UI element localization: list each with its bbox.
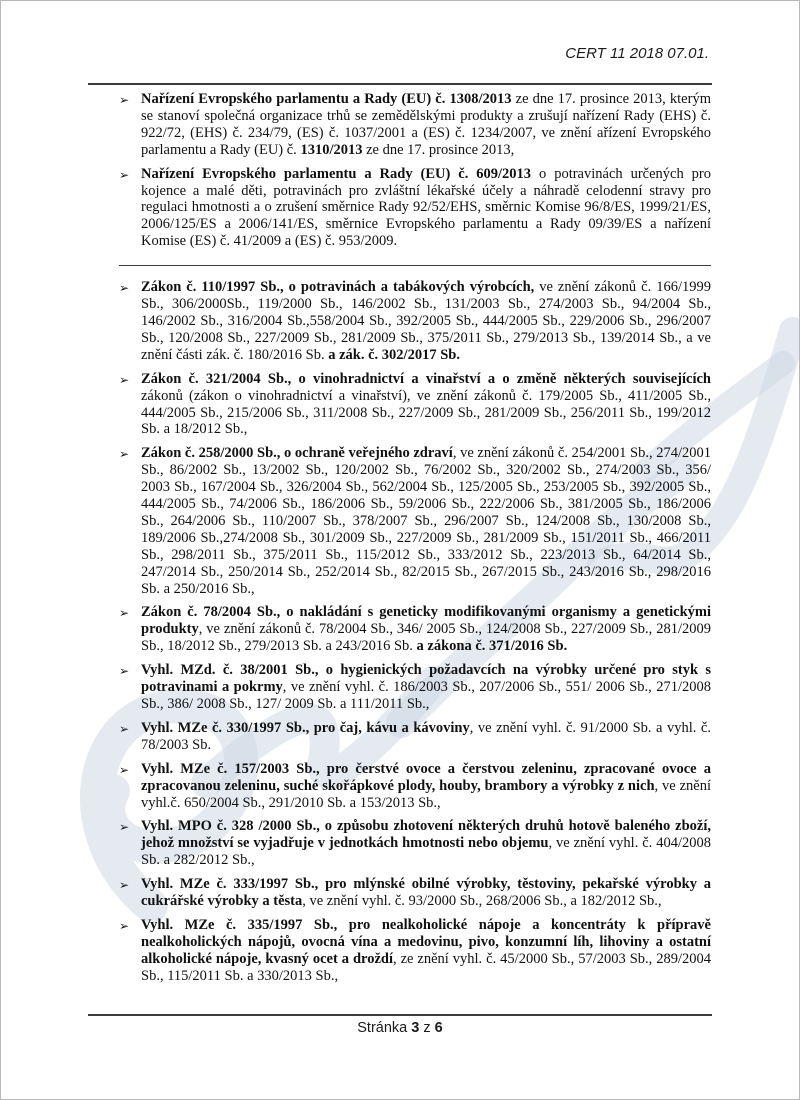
item-text: Zákon č. 258/2000 Sb., o ochraně veřejného zdraví, ve znění zákonů č. 254/2001 Sb., 274/2001 Sb., 86/2002 Sb., 13/2002 Sb., 120/2002 Sb., 76/2002 Sb., 320/2002 Sb., 274/2003 Sb., 356/ 2003 Sb., 167/2004 Sb., 326/2004 Sb., 562/2004 Sb., 125/2005 Sb., 253/2005 Sb., 392/2005 Sb., 444/2005 Sb., 74/2006 Sb., 186/2006 Sb., 59/2006 Sb., 222/2006 Sb., 381/2005 Sb., 186/2006 Sb., 264/2006 Sb., 110/2007 Sb., 378/2007 Sb., 296/2007 Sb., 124/2008 Sb., 130/2008 Sb., 189/2006 Sb.,274/2008 Sb., 301/2009 Sb., 227/2009 Sb., 281/2009 Sb., 151/2011 Sb., 466/2011 Sb., 298/2011 Sb., 375/2011 Sb., 115/2012 Sb., 333/2012 Sb., 223/2013 Sb., 64/2014 Sb., 247/2014 Sb., 250/2014 Sb., 252/2014 Sb., 82/2015 Sb., 267/2015 Sb., 243/2016 Sb., 298/2016 Sb. a 250/2016 Sb.,	[141, 445, 712, 597]
list-item	[119, 445, 711, 597]
item-text: Vyhl. MZe č. 335/1997 Sb., pro nealkoholické nápoje a koncentráty k přípravě nealkoholických nápojů, ovocná vína a medovinu, pivo, konzumní líh, lihoviny a ostatní alkoholické nápoje, kvasný ocet a droždí, ze znění vyhl. č. 45/2000 Sb., 57/2003 Sb., 289/2004 Sb., 115/2011 Sb. a 330/2013 Sb.,	[141, 916, 711, 984]
item-text: Nařízení Evropského parlamentu a Rady (EU) č. 609/2013 o potravinách určených pro kojence a malé děti, potravinách pro zvláštní lékařské účely a náhradě celodenní stravy pro regulaci hmotnosti a o zrušení směrnice Rady 92/52/EHS, směrnic Komise 96/8/ES, 1999/21/ES, 2006/125/ES a 2006/141/ES, směrnice Evropského parlamentu a Rady 09/39/ES a nařízení Komise (ES) č. 41/2009 a (ES) č. 953/2009.	[141, 165, 711, 250]
list-item	[119, 91, 711, 159]
footer-page-separator: z	[423, 1020, 431, 1036]
item-text: Vyhl. MZe č. 330/1997 Sb., pro čaj, kávu a kávoviny, ve znění vyhl. č. 91/2000 Sb. a vyhl. č. 78/2003 Sb.	[141, 719, 711, 753]
item-text: Vyhl. MPO č. 328 /2000 Sb., o způsobu zhotovení některých druhů hotově baleného zboží, jehož množství se vyjadřuje v jednotkách hmotnosti nebo objemu, ve znění vyhl. č. 404/2008 Sb. a 282/2012 Sb.,	[141, 818, 711, 869]
page-footer	[1, 1020, 799, 1036]
footer-total-pages: 6	[434, 1020, 443, 1036]
list-item	[119, 761, 711, 812]
arrow-bullet-icon: ➢	[119, 664, 130, 679]
list-item	[119, 371, 711, 439]
header-rule	[88, 83, 712, 85]
item-text: Vyhl. MZd. č. 38/2001 Sb., o hygienických požadavcích na výrobky určené pro styk s potravinami a pokrmy, ve znění vyhl. č. 186/2003 Sb., 207/2006 Sb., 551/ 2006 Sb., 271/2008 Sb., 386/ 2008 Sb., 127/ 2009 Sb. a 111/2011 Sb.,	[141, 662, 712, 712]
section-divider-rule	[119, 265, 711, 266]
list-item	[119, 604, 711, 655]
arrow-bullet-icon: ➢	[119, 918, 130, 933]
arrow-bullet-icon: ➢	[119, 721, 130, 736]
list-item	[119, 662, 711, 713]
footer-rule	[88, 1014, 712, 1016]
arrow-bullet-icon: ➢	[119, 820, 130, 835]
document-body	[119, 91, 711, 992]
list-item	[119, 166, 711, 251]
arrow-bullet-icon: ➢	[119, 167, 130, 182]
document-code: CERT 11 2018 07.01.	[565, 45, 709, 62]
arrow-bullet-icon: ➢	[119, 762, 130, 777]
list-item	[119, 279, 711, 364]
item-text: Vyhl. MZe č. 333/1997 Sb., pro mlýnské obilné výrobky, těstoviny, pekařské výrobky a cukrářské výrobky a těsta, ve znění vyhl. č. 93/2000 Sb., 268/2006 Sb., a 182/2012 Sb.,	[141, 876, 711, 910]
footer-page-label: Stránka	[357, 1020, 408, 1036]
item-text: Nařízení Evropského parlamentu a Rady (EU) č. 1308/2013 ze dne 17. prosince 2013, kterým se stanoví společná organizace trhů se zemědělskými produkty a zrušují nařízení Rady (EHS) č. 922/72, (EHS) č. 234/79, (ES) č. 1037/2001 a (ES) č. 1234/2007, ve znění ařízení Evropského parlamentu a Rady (EU) č. 1310/2013 ze dne 17. prosince 2013,	[141, 91, 711, 158]
arrow-bullet-icon: ➢	[119, 878, 130, 893]
arrow-bullet-icon: ➢	[119, 93, 130, 107]
arrow-bullet-icon: ➢	[119, 281, 130, 296]
regulations-list-eu	[119, 91, 711, 250]
list-item	[119, 876, 711, 910]
item-text: Zákon č. 321/2004 Sb., o vinohradnictví a vinařství a o změně některých souvisejících zákonů (zákon o vinohradnictví a vinařství), ve znění zákonů č. 179/2005 Sb., 411/2005 Sb., 444/2005 Sb., 215/2006 Sb., 311/2008 Sb., 227/2009 Sb., 281/2009 Sb., 256/2011 Sb., 199/2012 Sb. a 18/2012 Sb.,	[141, 370, 711, 438]
arrow-bullet-icon: ➢	[119, 447, 130, 462]
list-item	[119, 720, 711, 754]
item-text: Zákon č. 110/1997 Sb., o potravinách a tabákových výrobcích, ve znění zákonů č. 166/1999 Sb., 306/2000Sb., 119/2000 Sb., 146/2002 Sb., 131/2003 Sb., 274/2003 Sb., 94/2004 Sb., 146/2002 Sb., 316/2004 Sb.,558/2004 Sb., 392/2005 Sb., 444/2005 Sb., 229/2006 Sb., 296/2007 Sb., 120/2008 Sb., 227/2009 Sb., 281/2009 Sb., 375/2011 Sb., 279/2013 Sb., 139/2014 Sb., a ve znění části zák. č. 180/2016 Sb. a zák. č. 302/2017 Sb.	[141, 279, 711, 363]
regulations-list-national	[119, 279, 711, 984]
footer-page-number: 3	[411, 1020, 420, 1036]
item-text: Vyhl. MZe č. 157/2003 Sb., pro čerstvé ovoce a čerstvou zeleninu, zpracované ovoce a zpracovanou zeleninu, suché skořápkové plody, houby, brambory a výrobky z nich, ve znění vyhl.č. 650/2004 Sb., 291/2010 Sb. a 153/2013 Sb.,	[141, 760, 711, 811]
item-text: Zákon č. 78/2004 Sb., o nakládání s geneticky modifikovanými organismy a genetickými produkty, ve znění zákonů č. 78/2004 Sb., 346/ 2005 Sb., 124/2008 Sb., 227/2009 Sb., 281/2009 Sb., 18/2012 Sb., 279/2013 Sb. a 243/2016 Sb. a zákona č. 371/2016 Sb.	[141, 604, 711, 655]
list-item	[119, 917, 711, 985]
arrow-bullet-icon: ➢	[119, 606, 130, 621]
list-item	[119, 818, 711, 869]
arrow-bullet-icon: ➢	[119, 372, 130, 387]
